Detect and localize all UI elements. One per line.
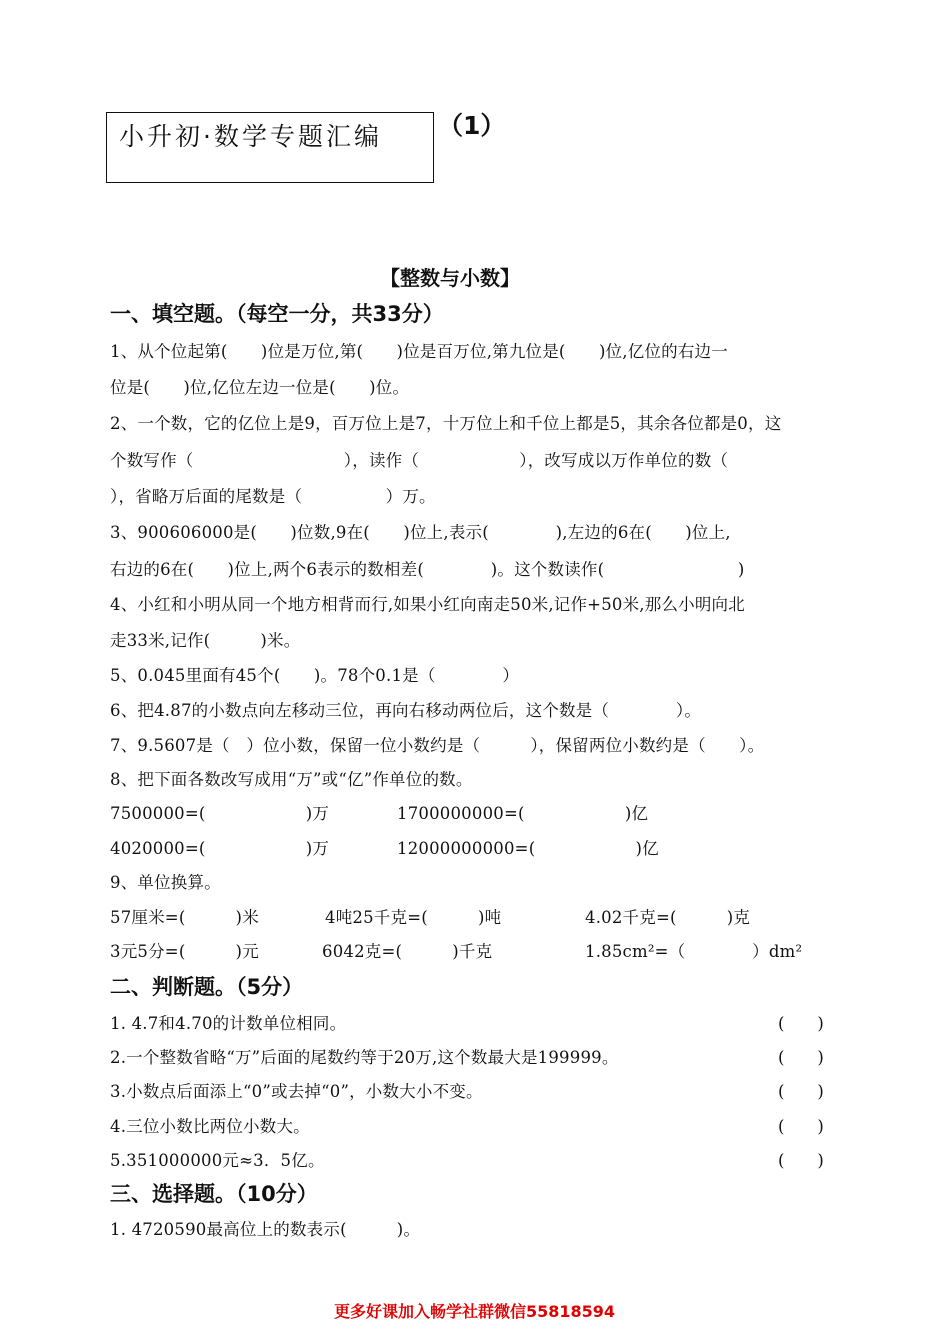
q8-b: 1700000000=( )亿: [397, 804, 649, 823]
judge-item-1: 1. 4.7和4.70的计数单位相同。: [110, 1014, 347, 1033]
q8-d: 12000000000=( )亿: [397, 839, 659, 858]
q8-a: 7500000=( )万: [110, 804, 330, 823]
q9-b: 4吨25千克=( )吨: [325, 908, 502, 927]
judge-item-3: 3.小数点后面添上“0”或去掉“0”，小数大小不变。: [110, 1082, 483, 1101]
q4-line2: 走33米,记作( )米。: [110, 631, 301, 650]
q9-a: 57厘米=( )米: [110, 908, 259, 927]
judge-answer-5: ( ): [778, 1151, 824, 1170]
q2-line3: ），省略万后面的尾数是（ ）万。: [110, 487, 436, 506]
choice-q1: 1. 4720590最高位上的数表示( )。: [110, 1220, 421, 1239]
part3-heading: 三、选择题。（10分）: [110, 1182, 318, 1206]
q9-e: 6042克=( )千克: [322, 942, 493, 961]
doc-title-suffix: （1）: [438, 111, 506, 140]
q7: 7、9.5607是（ ）位小数，保留一位小数约是（ ），保留两位小数约是（ ）。: [110, 736, 765, 755]
judge-answer-2: ( ): [778, 1048, 824, 1067]
doc-title: 小升初·数学专题汇编: [119, 122, 382, 151]
judge-item-4: 4.三位小数比两位小数大。: [110, 1117, 310, 1136]
q9-f: 1.85cm²=（ ）dm²: [585, 942, 803, 961]
footer-promo: 更多好课加入畅学社群微信55818594: [334, 1302, 616, 1321]
q9: 9、单位换算。: [110, 873, 221, 892]
q6: 6、把4.87的小数点向左移动三位，再向右移动两位后，这个数是（ ）。: [110, 701, 702, 720]
judge-item-5: 5.351000000元≈3．5亿。: [110, 1151, 325, 1170]
q9-c: 4.02千克=( )克: [585, 908, 751, 927]
q3-line1: 3、900606000是( )位数,9在( )位上,表示( ),左边的6在( )位上,: [110, 523, 731, 542]
q9-d: 3元5分=( )元: [110, 942, 259, 961]
q2-line2: 个数写作（ ），读作（ ），改写成以万作单位的数（: [110, 451, 729, 470]
q8: 8、把下面各数改写成用“万”或“亿”作单位的数。: [110, 770, 473, 789]
q4-line1: 4、小红和小明从同一个地方相背而行,如果小红向南走50米,记作+50米,那么小明向北: [110, 595, 745, 614]
q3-line2: 右边的6在( )位上,两个6表示的数相差( )。这个数读作( ): [110, 560, 745, 579]
part2-heading: 二、判断题。（5分）: [110, 975, 304, 999]
section-title: 【整数与小数】: [380, 266, 520, 290]
q2-line1: 2、一个数，它的亿位上是9，百万位上是7，十万位上和千位上都是5，其余各位都是0，这: [110, 414, 782, 433]
part1-heading: 一、填空题。（每空一分，共33分）: [110, 302, 444, 326]
judge-answer-1: ( ): [778, 1014, 824, 1033]
q5: 5、0.045里面有45个( )。78个0.1是（ ）: [110, 666, 520, 685]
q1-line1: 1、从个位起第( )位是万位,第( )位是百万位,第九位是( )位,亿位的右边一: [110, 342, 728, 361]
q1-line2: 位是( )位,亿位左边一位是( )位。: [110, 378, 410, 397]
q8-c: 4020000=( )万: [110, 839, 330, 858]
title-box: [106, 112, 434, 183]
judge-answer-3: ( ): [778, 1082, 824, 1101]
judge-answer-4: ( ): [778, 1117, 824, 1136]
judge-item-2: 2.一个整数省略“万”后面的尾数约等于20万,这个数最大是199999。: [110, 1048, 619, 1067]
